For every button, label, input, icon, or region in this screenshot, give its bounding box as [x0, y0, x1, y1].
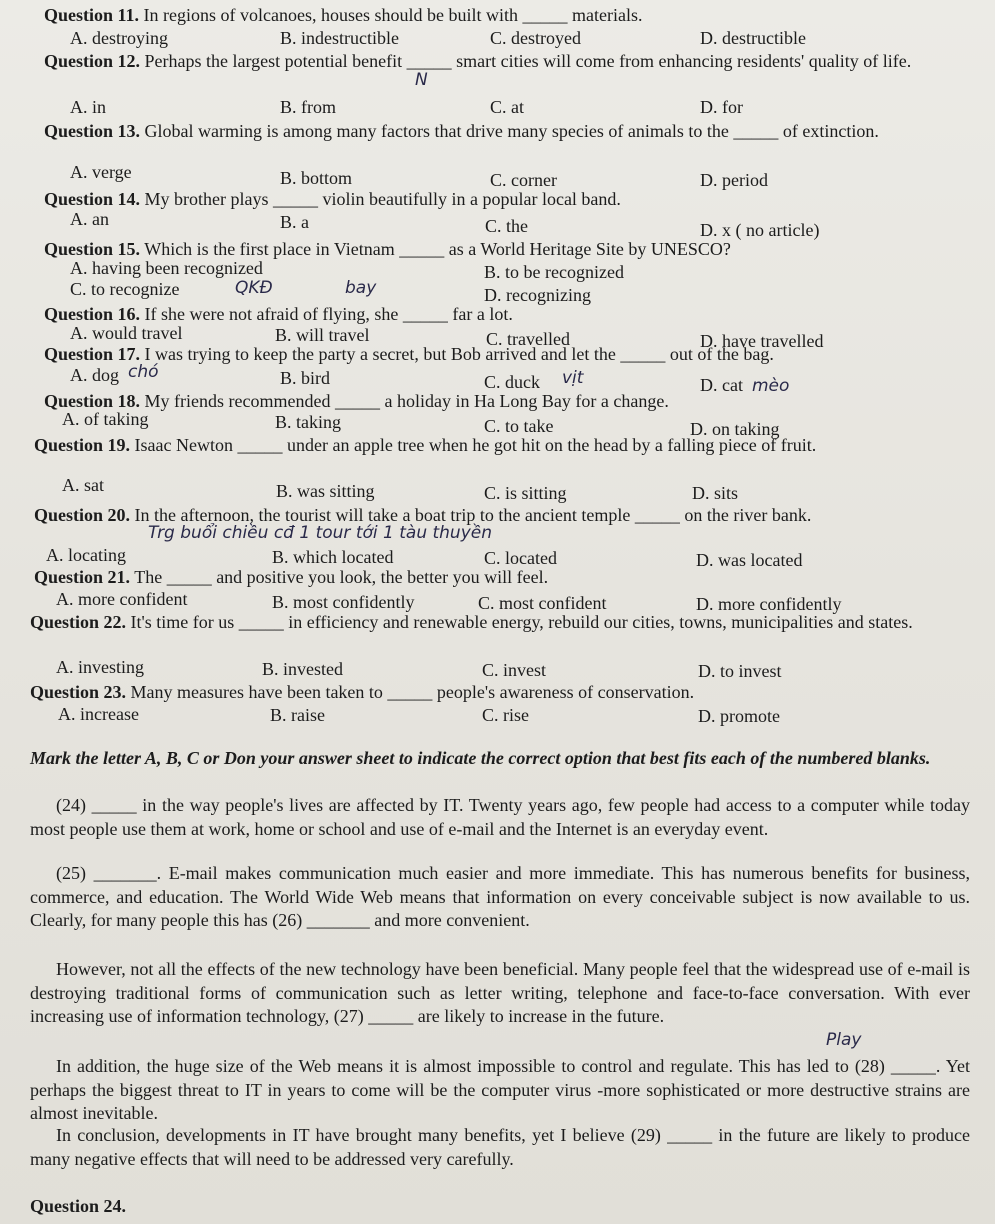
q20-option-b[interactable]: B. which located	[272, 547, 394, 567]
q20-option-a[interactable]: A. locating	[46, 545, 126, 565]
q17-option-b[interactable]: B. bird	[280, 368, 331, 388]
q20-option-d[interactable]: D. was located	[696, 550, 803, 570]
q18-option-c[interactable]: C. to take	[484, 416, 554, 436]
q13-option-d[interactable]: D. period	[700, 170, 768, 190]
handwritten-note: Trg buổi chiều cđ 1 tour tới 1 tàu thuyền	[148, 523, 493, 543]
q11-option-a[interactable]: A. destroying	[70, 28, 168, 48]
handwritten-note: bay	[345, 278, 377, 298]
q22-option-d[interactable]: D. to invest	[698, 661, 782, 681]
q15-option-c[interactable]: C. to recognize	[70, 279, 180, 299]
q23-option-a[interactable]: A. increase	[58, 704, 139, 724]
q19-option-a[interactable]: A. sat	[62, 475, 104, 495]
q18-option-b[interactable]: B. taking	[275, 412, 341, 432]
q14-option-d[interactable]: D. x ( no article)	[700, 220, 820, 240]
q21-option-c[interactable]: C. most confident	[478, 593, 607, 613]
q16-option-c[interactable]: C. travelled	[486, 329, 570, 349]
q20-option-c[interactable]: C. located	[484, 548, 557, 568]
q13-option-a[interactable]: A. verge	[70, 162, 132, 182]
question-20: Question 20. In the afternoon, the tourist will take a boat trip to the ancient temple _____ on the river bank.	[34, 505, 812, 525]
q16-option-a[interactable]: A. would travel	[70, 323, 183, 343]
handwritten-note: QKĐ	[235, 278, 273, 298]
q11-option-b[interactable]: B. indestructible	[280, 28, 399, 48]
passage-paragraph-4: In addition, the huge size of the Web means it is almost impossible to control and regulate. This has led to (28) _____. Yet perhaps the biggest threat to IT in years to come will be the computer virus -more sophisticated or more destructive strains are almost inevitable.	[30, 1056, 970, 1123]
q18-option-a[interactable]: A. of taking	[62, 409, 149, 429]
q12-option-a[interactable]: A. in	[70, 97, 106, 117]
passage-paragraph-5: In conclusion, developments in IT have brought many benefits, yet I believe (29) _____ in the future are likely to produce many negative effects that will need to be addressed very carefully.	[30, 1125, 970, 1169]
q14-option-a[interactable]: A. an	[70, 209, 109, 229]
q14-option-c[interactable]: C. the	[485, 216, 528, 236]
q22-option-c[interactable]: C. invest	[482, 660, 547, 680]
q19-option-b[interactable]: B. was sitting	[276, 481, 375, 501]
q12-option-b[interactable]: B. from	[280, 97, 336, 117]
q12-option-c[interactable]: C. at	[490, 97, 524, 117]
q23-option-b[interactable]: B. raise	[270, 705, 325, 725]
question-22: Question 22. It's time for us _____ in efficiency and renewable energy, rebuild our cities, towns, municipalities and states.	[30, 612, 913, 632]
q12-option-d[interactable]: D. for	[700, 97, 743, 117]
q21-option-a[interactable]: A. more confident	[56, 589, 188, 609]
question-12: Question 12. Perhaps the largest potential benefit _____ smart cities will come from enhancing residents' quality of life.	[44, 51, 912, 71]
passage-paragraph-3: However, not all the effects of the new technology have been beneficial. Many people feel that the widespread use of e-mail is destroying traditional forms of communication such as letter writing, telephone and face-to-face conversation. With ever increasing use of information technology, (27) _____ are likely to increase in the future.	[30, 959, 970, 1026]
q17-option-d[interactable]: D. cat	[700, 375, 743, 395]
q15-option-d[interactable]: D. recognizing	[484, 285, 591, 305]
question-14: Question 14. My brother plays _____ violin beautifully in a popular local band.	[44, 189, 621, 209]
handwritten-note: N	[415, 70, 428, 90]
handwritten-note: mèo	[752, 376, 790, 396]
q22-option-b[interactable]: B. invested	[262, 659, 343, 679]
q16-option-d[interactable]: D. have travelled	[700, 331, 824, 351]
q11-option-d[interactable]: D. destructible	[700, 28, 806, 48]
question-21: Question 21. The _____ and positive you look, the better you will feel.	[34, 567, 549, 587]
q21-option-d[interactable]: D. more confidently	[696, 594, 842, 614]
question-15: Question 15. Which is the first place in Vietnam _____ as a World Heritage Site by UNESCO?	[44, 239, 731, 259]
question-11: Question 11. In regions of volcanoes, houses should be built with _____ materials.	[44, 5, 643, 25]
question-19: Question 19. Isaac Newton _____ under an apple tree when he got hit on the head by a falling piece of fruit.	[34, 435, 817, 455]
handwritten-note: Play	[826, 1030, 862, 1050]
question-18: Question 18. My friends recommended _____ a holiday in Ha Long Bay for a change.	[44, 391, 669, 411]
q21-option-b[interactable]: B. most confidently	[272, 592, 415, 612]
question-16: Question 16. If she were not afraid of flying, she _____ far a lot.	[44, 304, 513, 324]
question-24-heading: Question 24.	[30, 1196, 127, 1216]
q18-option-d[interactable]: D. on taking	[690, 419, 780, 439]
handwritten-note: vịt	[562, 368, 584, 388]
q17-option-a[interactable]: A. dog	[70, 365, 119, 385]
q19-option-d[interactable]: D. sits	[692, 483, 739, 503]
q23-option-c[interactable]: C. rise	[482, 705, 529, 725]
q11-option-c[interactable]: C. destroyed	[490, 28, 581, 48]
q23-option-d[interactable]: D. promote	[698, 706, 780, 726]
question-13: Question 13. Global warming is among many factors that drive many species of animals to the _____ of extinction.	[44, 121, 879, 141]
q15-option-a[interactable]: A. having been recognized	[70, 258, 263, 278]
question-23: Question 23. Many measures have been taken to _____ people's awareness of conservation.	[30, 682, 695, 702]
section-instruction: Mark the letter A, B, C or Don your answer sheet to indicate the correct option that best fits each of the numbered blanks.	[30, 748, 931, 768]
question-17: Question 17. I was trying to keep the party a secret, but Bob arrived and let the _____ out of the bag.	[44, 344, 774, 364]
q13-option-c[interactable]: C. corner	[490, 170, 557, 190]
q14-option-b[interactable]: B. a	[280, 212, 309, 232]
handwritten-note: chó	[128, 362, 159, 382]
q15-option-b[interactable]: B. to be recognized	[484, 262, 624, 282]
passage-paragraph-1: (24) _____ in the way people's lives are affected by IT. Twenty years ago, few people had access to a computer while today most people use them at work, home or school and use of e-mail and the Internet is an everyday event.	[30, 795, 970, 839]
q17-option-c[interactable]: C. duck	[484, 372, 540, 392]
q16-option-b[interactable]: B. will travel	[275, 325, 370, 345]
q19-option-c[interactable]: C. is sitting	[484, 483, 567, 503]
passage-paragraph-2: (25) _______. E-mail makes communication much easier and more immediate. This has numerous benefits for business, commerce, and education. The World Wide Web means that information on every conceivable subject is now available to us. Clearly, for many people this has (26) _______ and more convenient.	[30, 863, 970, 930]
q13-option-b[interactable]: B. bottom	[280, 168, 353, 188]
q22-option-a[interactable]: A. investing	[56, 657, 144, 677]
